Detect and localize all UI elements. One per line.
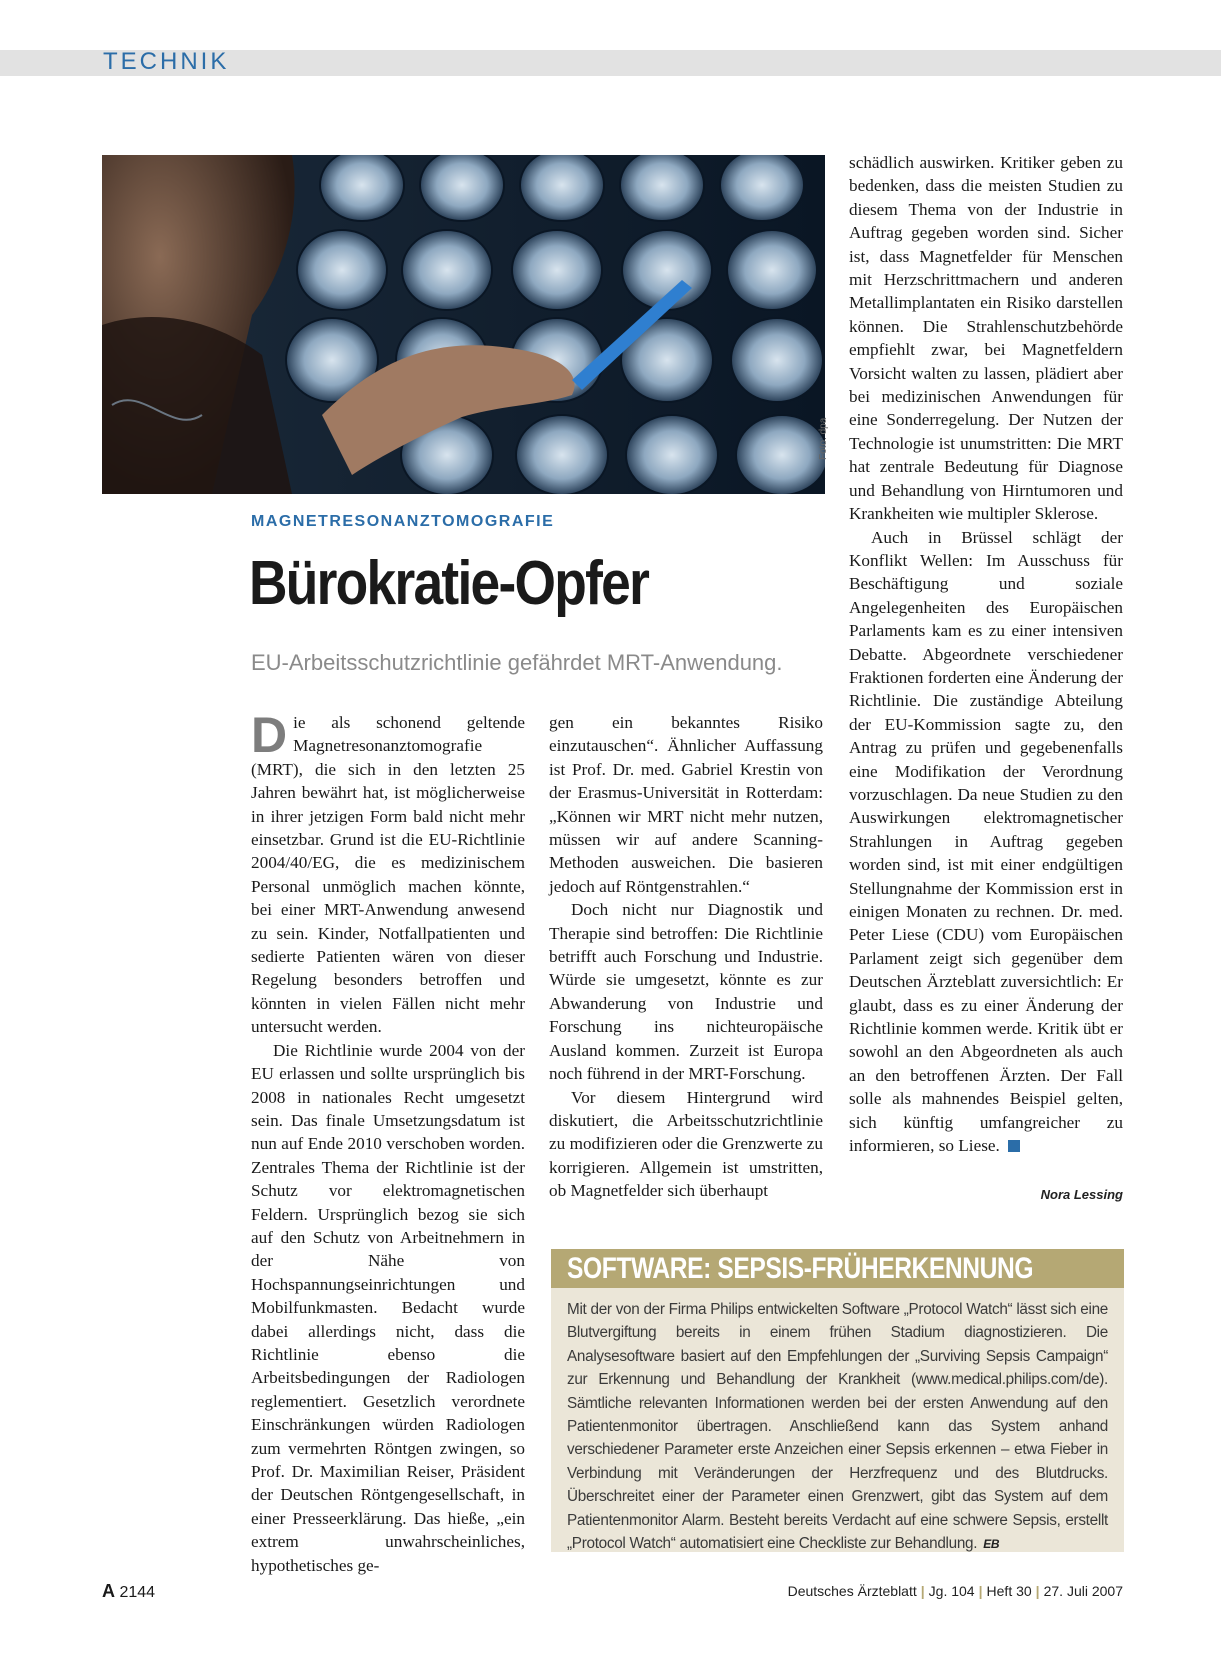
end-mark-icon [1008,1140,1020,1152]
footer-journal-info [788,1583,1123,1599]
separator: | [920,1583,925,1599]
info-box-title [551,1249,1124,1288]
info-box-signature: EB [983,1537,1000,1552]
article-author: Nora Lessing [1040,1187,1123,1202]
article-subline: EU-Arbeitsschutzrichtlinie gefährdet MRT-Anwendung. [251,650,783,675]
paragraph-text: ie als schonend geltende Magnetresonanztomografie (MRT), die sich in den letzten 25 Jahren bewährt hat, ist möglicherweise in ihrer jetzigen Form bald nicht mehr einsetzbar. Grund ist die EU-Richtlinie 2004/40/EG, die es medizinischem Personal unmöglich machen könnte, bei einer MRT-Anwendung anwesend zu sein. Kinder, Notfallpatienten und sedierte Patienten wären von dieser Regelung besonders betroffen und könnten in vielen Fällen nicht mehr untersucht werden. [251,713,525,1037]
section-label: TECHNIK [103,48,230,75]
info-box-body: Mit der von der Firma Philips entwickelten Software „Protocol Watch“ lässt sich eine Blutvergiftung bereits in einem frühen Stadium diagnostizieren. Die Analysesoftware basiert auf den Empfehlungen der „Surviving Sepsis Campaign“ zur Erkennung und Behandlung der Krankheit (www.medical.philips.com/de). Sämtliche relevanten Informationen werden bei der ersten Anwendung auf den Patientenmonitor übertragen. Anschließend kann das System anhand verschiedener Parameter erste Anzeichen einer Sepsis erkennen – etwa Fieber in Verbindung mit Veränderungen der Herzfrequenz und des Blutdrucks. Überschreitet einer der Parameter einen Grenzwert, gibt das System auf dem Patientenmonitor Alarm. Besteht bereits Verdacht auf eine schwere Sepsis, erstellt „Protocol Watch“ automatisiert eine Checkliste zur Behandlung. [567,1301,1108,1553]
journal-volume: Jg. 104 [928,1583,975,1599]
info-box-title-text: SOFTWARE: SEPSIS-FRÜHERKENNUNG [567,1252,1034,1285]
paragraph [251,707,525,1039]
separator: | [1035,1583,1040,1599]
paragraph: gen ein bekanntes Risiko einzutauschen“. Ähnlicher Auffassung ist Prof. Dr. med. Gabriel Krestin von der Erasmus-Universität in Rotterdam: „Können wir MRT nicht mehr nutzen, müssen wir auf andere Scanning-Methoden ausweichen. Die basieren jedoch auf Röntgenstrahlen.“ [549,713,823,896]
article-column-1 [251,707,525,1577]
journal-name: Deutsches Ärzteblatt [787,1583,917,1599]
paragraph-text: Auch in Brüssel schlägt der Konflikt Wellen: Im Ausschuss für Beschäftigung und soziale Angelegenheiten des Europäischen Parlaments kam es zu einer intensiven Debatte. Abgeordnete verschiedener Fraktionen forderten eine Änderung der Richtlinie. Die zuständige Abteilung der EU-Kommission sagte zu, den Antrag zu prüfen und gegebenenfalls eine Modifikation der Verordnung vorzuschlagen. Da neue Studien zu den Auswirkungen elektromagnetischer Strahlungen in Auftrag gegeben worden sind, ist mit einer endgültigen Stellungnahme der Kommission erst in einigen Monaten zu rechnen. Dr. med. Peter Liese (CDU) vom Europäischen Parlament zeigt sich gegenüber dem Deutschen Ärzteblatt zuversichtlich: Er glaubt, dass es zu einer Änderung der Richtlinie kommen werde. Kritik übt er sowohl an den Abgeordneten als auch an den betroffenen Ärzten. Der Fall solle als mahnendes Beispiel gelten, sich künftig umfangreicher zu informieren, so Liese. [849,527,1123,1156]
info-box-text [551,1288,1124,1556]
article-photo [102,155,825,494]
separator: | [978,1583,983,1599]
dropcap: D [251,707,288,763]
journal-date: 27. Juli 2007 [1043,1583,1123,1599]
paragraph: schädlich auswirken. Kritiker geben zu bedenken, dass die meisten Studien zu diesem Thema von der Industrie in Auftrag gegeben worden sind. Sicher ist, dass Magnetfelder für Menschen mit Herzschrittmachern und anderen Metallimplantaten ein Risiko darstellen können. Die Strahlenschutzbehörde empfiehlt zwar, bei Magnetfeldern Vorsicht walten zu lassen, plädiert aber bei medizinischen Anwendungen für eine Sonderregelung. Der Nutzen der Technologie ist unumstritten: Die MRT hat zentrale Bedeutung für Diagnose und Behandlung von Hirntumoren und Krankheiten wie multipler Sklerose. [849,153,1123,524]
paragraph [849,526,1123,1158]
article-kicker: MAGNETRESONANZTOMOGRAFIE [251,513,555,530]
journal-issue: Heft 30 [986,1583,1032,1599]
paragraph: Vor diesem Hintergrund wird diskutiert, die Arbeitsschutzrichtlinie zu modifizieren oder die Grenzwerte zu korrigieren. Allgemein ist umstritten, ob Magnetfelder sich überhaupt [549,1087,823,1201]
article-column-2 [549,711,823,1203]
paragraph: Die Richtlinie wurde 2004 von der EU erlassen und sollte ursprünglich bis 2008 in nationales Recht umgesetzt sein. Das finale Umsetzungsdatum ist nun auf Ende 2010 verschoben worden. Zentrales Thema der Richtlinie ist der Schutz vor elektromagnetischen Feldern. Ursprünglich bezog sie sich auf den Schutz von Arbeitnehmern in der Nähe von Hochspannungseinrichtungen und Mobilfunkmasten. Bedacht wurde dabei allerdings nicht, dass die Richtlinie ebenso die Arbeitsbedingungen der Radiologen reglementiert. Gesetzlich verordnete Einschränkungen würden Radiologen zum vermehrten Röntgen zwingen, so Prof. Dr. Maximilian Reiser, Präsident der Deutschen Röntgengesellschaft, in einer Presseerklärung. Das hieße, „ein extrem unwahrscheinliches, hypothetisches ge- [251,1040,525,1575]
paragraph: Doch nicht nur Diagnostik und Therapie sind betroffen: Die Richtlinie betrifft auch Forschung und Industrie. Würde sie umgesetzt, könnte es zur Abwanderung von Industrie und Forschung ins nichteuropäische Ausland kommen. Zurzeit ist Europa noch führend in der MRT-Forschung. [549,900,823,1084]
page-number-value: 2144 [119,1584,156,1601]
page-prefix: A [102,1581,115,1601]
info-box [551,1249,1124,1552]
article-headline: Bürokratie-Opfer [249,549,649,618]
article-column-3 [849,151,1123,1157]
page-number [102,1581,155,1602]
photo-credit: Foto: dpa [818,417,829,460]
